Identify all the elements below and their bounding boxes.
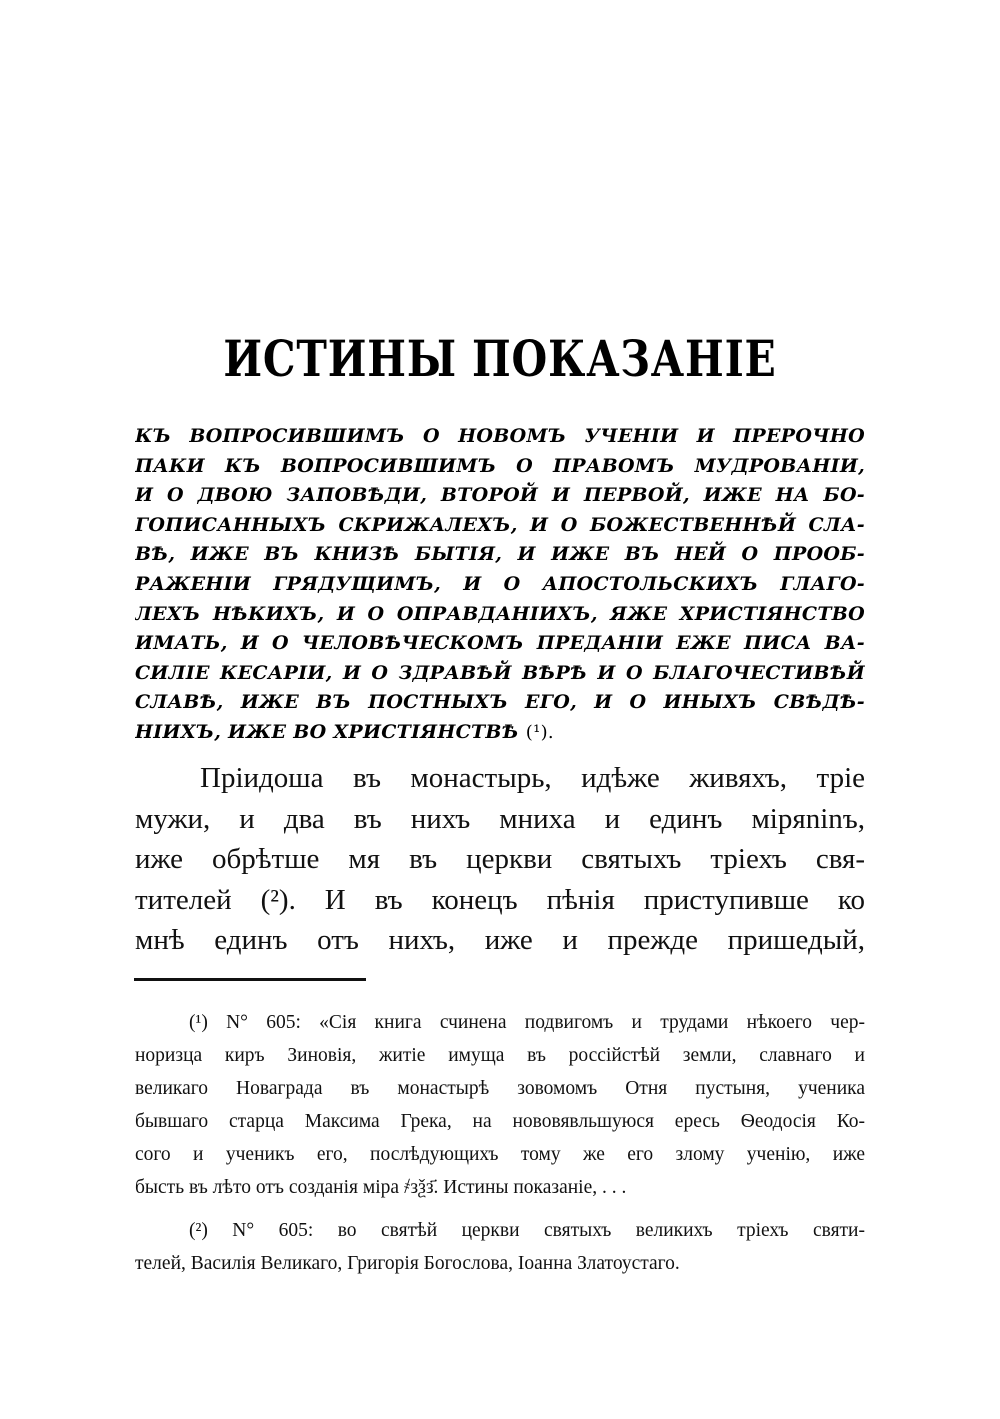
subtitle-line: КЪ ВОПРОСИВШИМЪ О НОВОМЪ УЧЕНІИ И ПРЕРОЧНО bbox=[135, 425, 865, 447]
subtitle-line-text: НІИХЪ, ИЖЕ ВО ХРИСТІЯНСТВѢ bbox=[135, 720, 519, 743]
subtitle-block bbox=[135, 422, 865, 748]
body-line: иже обрѣтше мя въ церкви святыхъ тріехъ свя- bbox=[135, 843, 865, 876]
footnote-1-line: (¹) N° 605: «Сія книга счинена подвигомъ и трудами нѣкоего чер- bbox=[189, 1012, 865, 1033]
footnote-gap bbox=[135, 1204, 865, 1214]
footnote-divider bbox=[134, 978, 366, 981]
subtitle-line: ВѢ, ИЖЕ ВЪ КНИЗѢ БЫТІЯ, И ИЖЕ ВЪ НЕЙ О ПРООБ- bbox=[135, 543, 865, 566]
footnotes bbox=[135, 1006, 865, 1280]
footnote-2-line: (²) N° 605: во святѣй церкви святыхъ великихъ тріехъ святи- bbox=[189, 1220, 865, 1241]
footnote-1-line: сого и ученикъ его, послѣдующихъ тому же его злому ученію, иже bbox=[135, 1144, 865, 1165]
footnote-1-line: великаго Новаграда въ монастырѣ зовомомъ Отня пустыня, ученика bbox=[135, 1078, 865, 1099]
subtitle-line: СЛАВѢ, ИЖЕ ВЪ ПОСТНЫХЪ ЕГО, И О ИНЫХЪ СВѢДѢ- bbox=[135, 691, 865, 714]
body-text bbox=[135, 758, 865, 961]
subtitle-line: ЛЕХЪ НѢКИХЪ, И О ОПРАВДАНІИХЪ, ЯЖЕ ХРИСТІЯНСТВО bbox=[135, 602, 865, 625]
subtitle-line-last bbox=[135, 718, 865, 748]
body-line: мнѣ единъ отъ нихъ, иже и прежде пришедый, bbox=[135, 924, 865, 957]
body-line: тителей (²). И въ конецъ пѣнія приступивше ко bbox=[135, 883, 865, 916]
page-title: ИСТИНЫ ПОКАЗАНІЕ bbox=[223, 329, 777, 388]
subtitle-line: ИМАТЬ, И О ЧЕЛОВѢЧЕСКОМЪ ПРЕДАНІИ ЕЖЕ ПИСА ВА- bbox=[135, 632, 865, 655]
subtitle-line: И О ДВОЮ ЗАПОВѢДИ, ВТОРОЙ И ПЕРВОЙ, ИЖЕ НА БО- bbox=[135, 484, 865, 507]
subtitle-line: РАЖЕНІИ ГРЯДУЩИМЪ, И О АПОСТОЛЬСКИХЪ ГЛАГО- bbox=[135, 572, 865, 595]
subtitle-line: СИЛІЕ КЕСАРІИ, И О ЗДРАВѢЙ ВѢРѢ И О БЛАГОЧЕСТИВѢЙ bbox=[135, 661, 865, 684]
body-line: Пріидоша въ монастырь, идѣже живяхъ, тріе bbox=[200, 762, 865, 794]
subtitle-line: ГОПИСАННЫХЪ СКРИЖАЛЕХЪ, И О БОЖЕСТВЕННѢЙ СЛА- bbox=[135, 513, 865, 536]
footnote-1-line: бывшаго старца Максима Грека, на нововявльшуюся ересь Ѳеодосія Ко- bbox=[135, 1111, 865, 1132]
footnote-2-line: телей, Василія Великаго, Григорія Богослова, Іоанна Златоустаго. bbox=[135, 1253, 680, 1274]
footnote-reference: (¹). bbox=[525, 721, 554, 743]
subtitle-line: ПАКИ КЪ ВОПРОСИВШИМЪ О ПРАВОМЪ МУДРОВАНІИ, bbox=[135, 454, 865, 477]
body-line: мужи, и два въ нихъ мниха и единъ міряninъ, bbox=[135, 802, 865, 835]
footnote-1-line: бысть въ лѣто отъ созданія міра ҂зѯз҃. Истины показаніе, . . . bbox=[135, 1177, 627, 1198]
footnote-1-line: норизца киръ Зиновія, житіе имуща въ россійстѣй земли, славнаго и bbox=[135, 1045, 865, 1066]
